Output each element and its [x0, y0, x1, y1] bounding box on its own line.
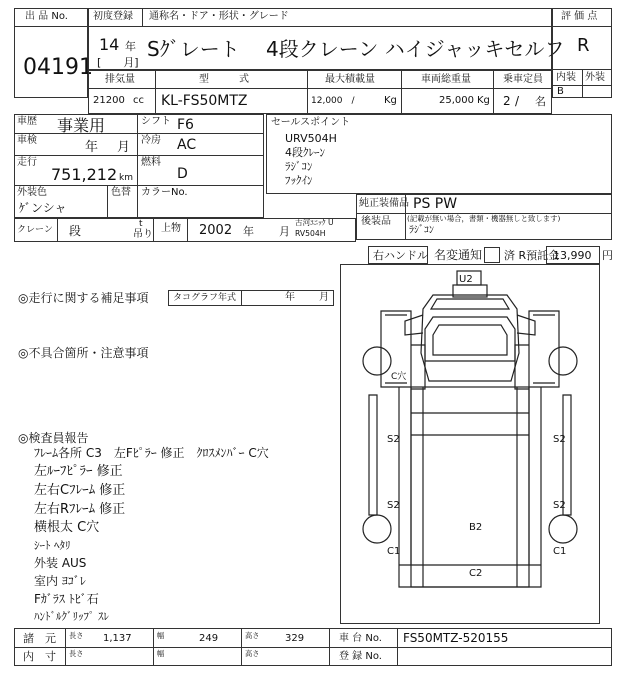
model-label: 型 式: [199, 74, 249, 85]
recycle-amount: 13,990: [553, 249, 592, 262]
inspector-line-5: 横根太 C穴: [34, 520, 100, 535]
registration-year: 14: [99, 35, 120, 54]
crane-stage: 段: [69, 224, 82, 238]
crane-model: RV504H: [295, 230, 326, 239]
displacement-label: 排気量: [105, 74, 135, 85]
inspector-line-6: ｼｰﾄ ﾍﾀﾘ: [34, 539, 71, 552]
capacity-label: 乗車定員: [503, 74, 543, 85]
interior-label: 内装: [556, 72, 576, 83]
recycle-amount-box: [546, 246, 600, 264]
height-label: 高さ: [245, 632, 260, 641]
ac-value: AC: [177, 137, 197, 153]
crane-row: [14, 218, 356, 242]
length-value: 1,137: [103, 633, 132, 644]
displacement-value: 21200: [93, 95, 125, 106]
equipment-value: PS PW: [413, 196, 458, 212]
color-number-label: カラーNo.: [141, 187, 188, 198]
damage-mark-left-mid: S2: [387, 434, 400, 445]
fuel-value: D: [177, 166, 188, 182]
inner-dims-label: 内 寸: [23, 650, 56, 663]
max-load-value: 12,000 /: [311, 96, 355, 106]
inspection-label: 車検: [17, 135, 37, 146]
mileage-label: 走行: [17, 157, 37, 168]
sales-point-1: URV504H: [285, 132, 337, 145]
sales-point-2: 4段ｸﾚｰﾝ: [285, 146, 325, 159]
lot-number-label: 出 品 No.: [25, 11, 68, 22]
crane-year: 2002: [199, 223, 233, 238]
damage-mark-left-low: S2: [387, 500, 400, 511]
mileage-unit: km: [119, 173, 133, 183]
inspector-line-9: Fｶﾞﾗｽ ﾄﾋﾞ石: [34, 592, 99, 606]
inspector-line-1: ﾌﾚｰﾑ各所 C3 左Fﾋﾟﾗｰ 修正 ｸﾛｽﾒﾝﾊﾞｰ C穴: [34, 446, 269, 460]
color-change-label: 色替: [111, 187, 131, 198]
registration-year-unit: 年: [125, 40, 136, 53]
right-hand-drive: 右ハンドル: [373, 249, 428, 262]
crane-mount-label: 上物: [161, 223, 181, 234]
grade-box: [552, 8, 612, 98]
grade-value: R: [577, 35, 590, 56]
sales-point-3: ﾗｼﾞｺﾝ: [285, 160, 313, 173]
inner-height-label: 高さ: [245, 650, 260, 659]
damage-mark-right-rear: C1: [553, 546, 567, 557]
specs-row: [88, 70, 552, 114]
displacement-unit: cc: [133, 95, 144, 106]
capacity-separator: /: [515, 94, 520, 108]
tachograph-month-unit: 月: [319, 292, 329, 303]
exterior-label: 外装: [585, 72, 605, 83]
exterior-color-label: 外装色: [17, 187, 47, 198]
gross-weight-label: 車両総重量: [421, 74, 471, 85]
history-label: 車歴: [17, 116, 37, 127]
dims-label: 諸 元: [23, 632, 56, 645]
max-load-unit: Kg: [384, 95, 397, 106]
damage-mark-top: U2: [459, 274, 473, 285]
damage-mark-cab: C穴: [391, 372, 407, 382]
inspector-line-3: 左右Cﾌﾚｰﾑ 修正: [34, 483, 126, 498]
height-value: 329: [285, 633, 305, 644]
gross-weight-value: 25,000: [439, 95, 474, 106]
lot-number-box: [14, 8, 93, 98]
fuel-label: 燃料: [141, 157, 161, 168]
aftermarket-label: 後装品: [361, 216, 391, 227]
vehicle-title: Sｸﾞレート 4段クレーン ハイジャッキセルフ: [147, 37, 565, 61]
sales-points-box: [266, 114, 612, 194]
damage-mark-right-low: S2: [553, 500, 566, 511]
name-label: 通称名・ドア・形状・グレード: [149, 11, 289, 22]
crane-month-unit: 月: [279, 225, 290, 238]
capacity-unit: 名: [535, 95, 546, 108]
name-change-box: [484, 247, 500, 263]
interior-grade: B: [557, 86, 564, 97]
recycle-unit: 円: [602, 249, 613, 262]
mileage-value: 751,212: [51, 165, 118, 184]
inspector-line-7: 外装 AUS: [34, 556, 87, 570]
chassis-value: FS50MTZ-520155: [403, 631, 509, 645]
crane-year-unit: 年: [243, 225, 254, 238]
lot-number: 04191: [23, 55, 93, 80]
crane-maker: 古河ﾕﾆｯｸ U: [295, 219, 334, 228]
inspector-line-2: 左ﾙｰﾌﾋﾟﾗｰ 修正: [34, 464, 123, 479]
damage-mark-right-mid: S2: [553, 434, 566, 445]
tachograph-label: タコグラフ年式: [173, 293, 237, 303]
chassis-label: 車 台 No.: [339, 633, 382, 644]
crane-tonnage-unit: t: [139, 219, 143, 229]
driving-notes-label: ◎走行に関する補足事項: [18, 291, 149, 305]
title-box: [88, 8, 565, 70]
details-left: [14, 114, 264, 218]
max-load-label: 最大積載量: [325, 74, 375, 85]
model-value: KL-FS50MTZ: [161, 93, 248, 109]
name-change-label: 名変通知: [434, 248, 483, 262]
inspection-year: 年: [85, 140, 99, 155]
inspector-report-label: ◎検査員報告: [18, 431, 89, 445]
registration-month: [ 月]: [97, 56, 139, 69]
sales-points-label: セールスポイント: [271, 117, 351, 128]
width-label: 幅: [157, 632, 165, 641]
length-label: 長さ: [69, 632, 84, 641]
equipment-label: 純正装備品: [359, 198, 409, 209]
registration-label: 初度登録: [93, 11, 133, 22]
inner-length-label: 長さ: [69, 650, 84, 659]
rhd-box: [368, 246, 428, 264]
shift-label: シフト: [141, 116, 171, 127]
damage-mark-bed: B2: [469, 522, 483, 533]
inner-width-label: 幅: [157, 650, 165, 659]
damage-mark-left-rear: C1: [387, 546, 401, 557]
capacity-value: 2: [503, 94, 511, 108]
inspection-month: 月: [117, 140, 131, 155]
width-value: 249: [199, 633, 219, 644]
crane-label: クレーン: [17, 225, 53, 235]
history-value: 事業用: [57, 116, 106, 135]
exterior-color-value: ｹﾞンシャ: [19, 201, 67, 215]
grade-label: 評 価 点: [561, 11, 598, 22]
aftermarket-value: ﾗｼﾞｺﾝ: [409, 225, 434, 236]
footer-table: [14, 628, 612, 666]
sales-point-4: ﾌｯｸｲﾝ: [285, 174, 313, 187]
inspector-line-10: ﾊﾝﾄﾞﾙｸﾞﾘｯﾌﾟ ｽﾚ: [34, 610, 109, 623]
aftermarket-note: (記載が無い場合，書類・機器無しと致します): [407, 215, 561, 224]
equipment-box: [356, 194, 612, 240]
recycle-label: 済 R預託金: [504, 249, 560, 262]
tachograph-box: [168, 290, 334, 306]
crane-hoist: 吊り: [133, 229, 153, 240]
tachograph-year-unit: 年: [285, 292, 295, 303]
gross-weight-unit: Kg: [477, 95, 490, 106]
inspector-line-8: 室内 ﾖｺﾞﾚ: [34, 574, 86, 588]
registration-number-label: 登 録 No.: [339, 651, 382, 662]
defect-notes-label: ◎不具合箇所・注意事項: [18, 346, 149, 360]
ac-label: 冷房: [141, 135, 161, 146]
damage-mark-rear: C2: [469, 568, 483, 579]
damage-diagram: [340, 264, 600, 624]
inspector-line-4: 左右Rﾌﾚｰﾑ 修正: [34, 502, 126, 517]
shift-value: F6: [177, 117, 194, 133]
